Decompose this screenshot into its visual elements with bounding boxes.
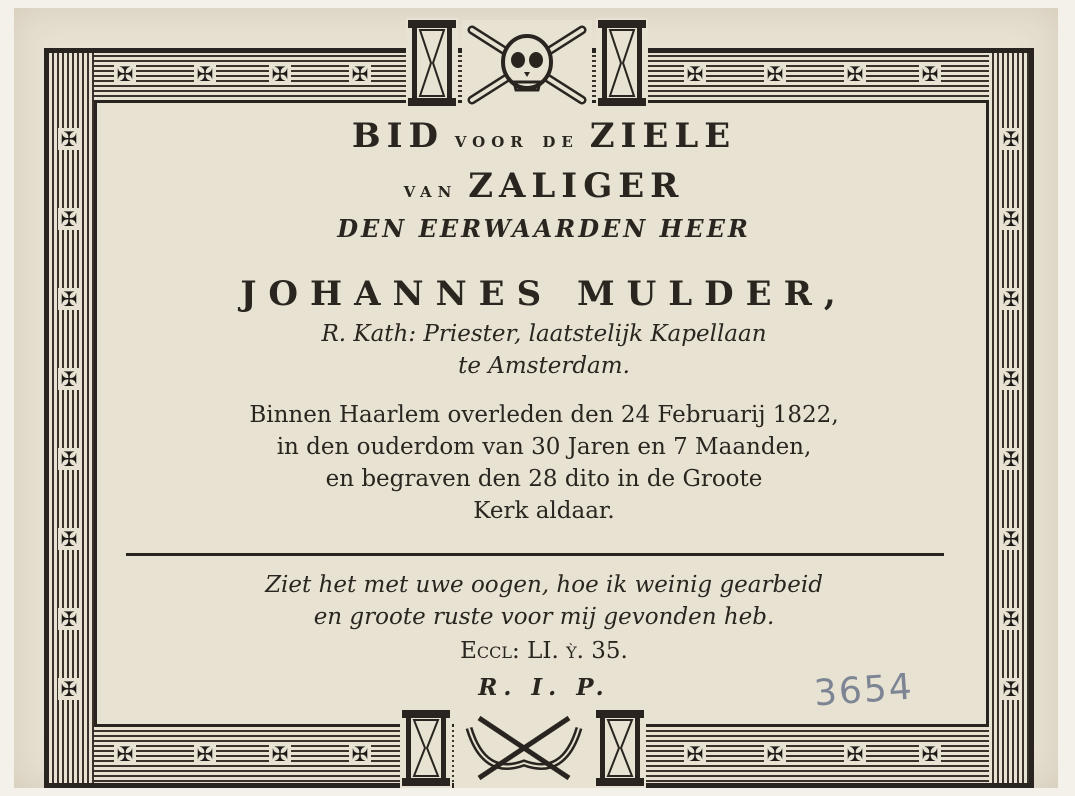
cross-icon: ✠	[1000, 608, 1022, 630]
rip-line: R. I. P.	[478, 674, 610, 701]
cross-icon: ✠	[194, 63, 216, 85]
hourglass-icon	[594, 708, 646, 788]
cross-icon: ✠	[58, 678, 80, 700]
cross-icon: ✠	[764, 743, 786, 765]
divider-rule	[126, 553, 944, 556]
cross-icon: ✠	[844, 743, 866, 765]
pencil-catalog-number: 3654	[812, 666, 915, 715]
cross-icon: ✠	[1000, 208, 1022, 230]
title-line-3: DEN EERWAARDEN HEER	[337, 214, 751, 243]
cross-icon: ✠	[1000, 368, 1022, 390]
title-word-van: van	[403, 177, 458, 203]
death-line-2: in den ouderdom van 30 Jaren en 7 Maanden,	[276, 434, 812, 460]
death-line-1: Binnen Haarlem overleden den 24 Februarij 1822,	[249, 402, 839, 428]
crossed-scythes-icon	[454, 708, 594, 788]
cross-icon: ✠	[349, 743, 371, 765]
cross-icon: ✠	[269, 743, 291, 765]
cross-icon: ✠	[919, 743, 941, 765]
cross-icon: ✠	[684, 63, 706, 85]
cross-icon: ✠	[1000, 448, 1022, 470]
title-word-bid: BID	[351, 116, 444, 156]
quote-line-1: Ziet het met uwe oogen, hoe ik weinig gearbeid	[265, 572, 823, 598]
cross-icon: ✠	[764, 63, 786, 85]
cross-icon: ✠	[58, 208, 80, 230]
cross-icon: ✠	[1000, 528, 1022, 550]
quote-line-2: en groote ruste voor mij gevonden heb.	[313, 604, 775, 630]
hourglass-icon	[596, 18, 648, 108]
cross-icon: ✠	[58, 528, 80, 550]
cross-icon: ✠	[58, 448, 80, 470]
cross-icon: ✠	[58, 608, 80, 630]
cross-icon: ✠	[114, 63, 136, 85]
deceased-name: JOHANNES MULDER,	[240, 274, 848, 314]
hourglass-icon	[406, 18, 458, 108]
cross-icon: ✠	[114, 743, 136, 765]
cross-icon: ✠	[919, 63, 941, 85]
title-word-ziele: ZIELE	[589, 116, 737, 156]
death-line-3: en begraven den 28 dito in de Groote	[325, 466, 763, 492]
cross-icon: ✠	[269, 63, 291, 85]
cross-icon: ✠	[1000, 678, 1022, 700]
cross-icon: ✠	[58, 288, 80, 310]
title-word-zaliger: ZALIGER	[468, 166, 685, 206]
hourglass-icon	[400, 708, 452, 788]
death-line-4: Kerk aldaar.	[473, 498, 615, 524]
memorial-card	[14, 8, 1058, 788]
cross-icon: ✠	[349, 63, 371, 85]
cross-icon: ✠	[194, 743, 216, 765]
role-line-1: R. Kath: Priester, laatstelijk Kapellaan	[321, 321, 767, 347]
cross-icon: ✠	[1000, 288, 1022, 310]
cross-icon: ✠	[1000, 128, 1022, 150]
scripture-citation: Eccl: LI. ỳ. 35.	[460, 638, 628, 664]
title-line-1	[119, 116, 969, 156]
cross-icon: ✠	[58, 368, 80, 390]
title-line-2	[119, 166, 969, 206]
skull-and-crossbones-icon	[462, 20, 592, 108]
role-line-2: te Amsterdam.	[458, 353, 630, 379]
cross-icon: ✠	[684, 743, 706, 765]
cross-icon: ✠	[58, 128, 80, 150]
title-word-voor-de: voor de	[454, 127, 579, 153]
cross-icon: ✠	[844, 63, 866, 85]
